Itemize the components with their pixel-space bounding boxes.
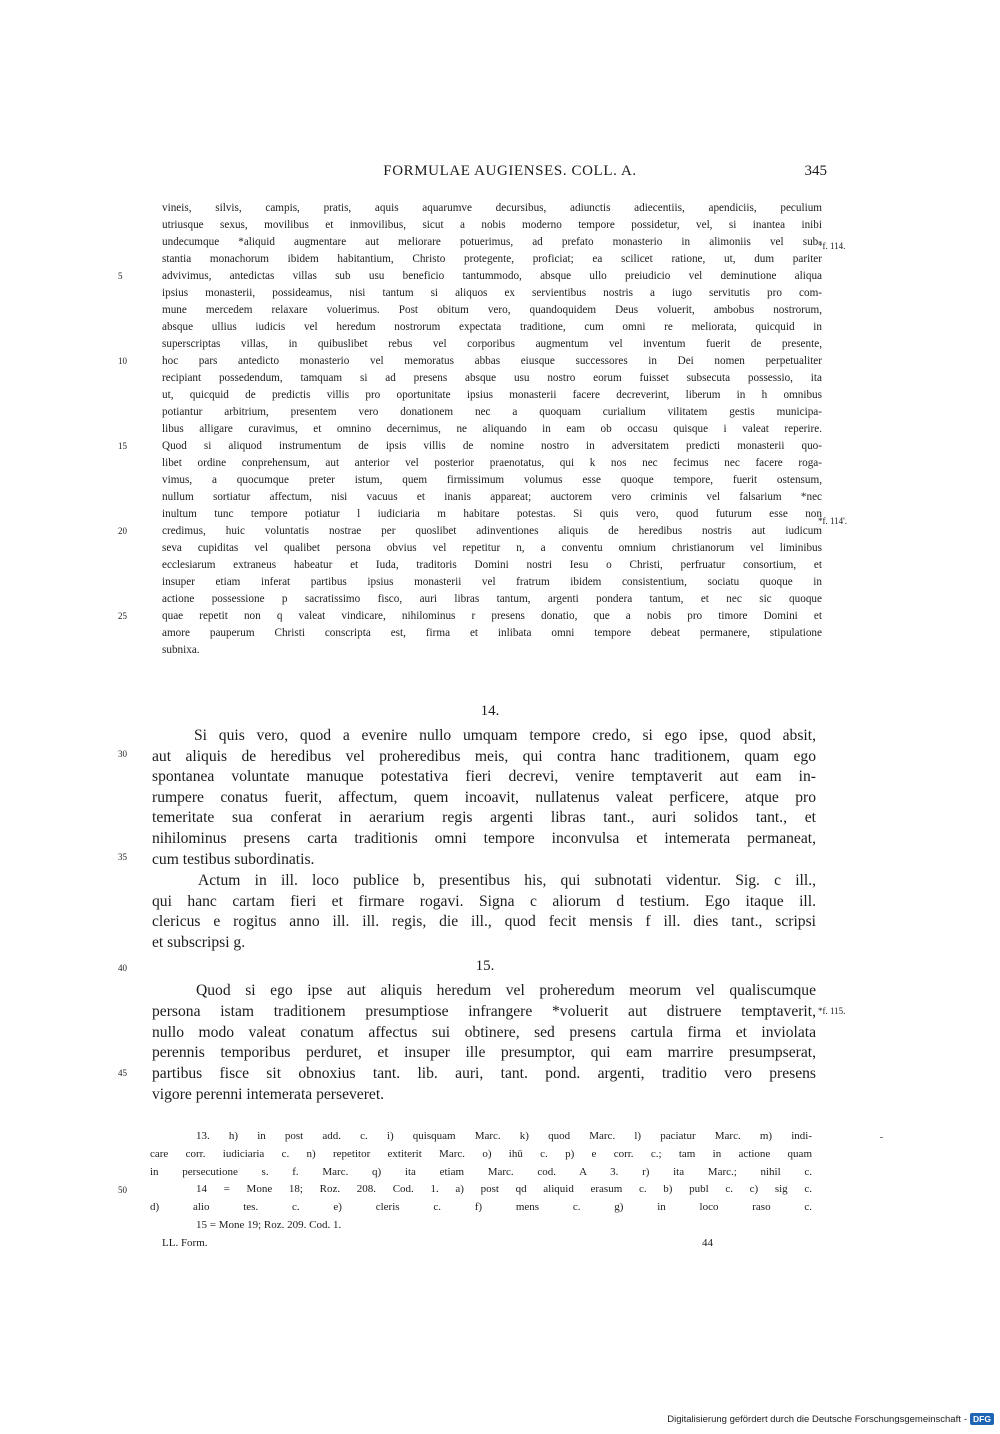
section-number-14: 14.	[480, 703, 500, 719]
line-number: 5	[118, 271, 123, 281]
line-number: 45	[118, 1068, 127, 1078]
text-line: aut aliquis de heredibus vel proheredibus meis, qui contra hanc traditionem, quam ego	[152, 747, 816, 765]
text-line: clericus e rogitus anno ill. ill. regis, die ill., quod fecit mensis f ill. dies tant., scripsi	[152, 913, 816, 931]
text-line: stantia monachorum ibidem habitantium, Christo protegente, proficiat; ea scilicet ratione, ut, dum pariter	[162, 253, 822, 265]
running-header-title: FORMULAE AUGIENSES. COLL. A.	[383, 163, 637, 179]
text-line: superscriptas villas, in quibuslibet rebus vel corporibus augmentum vel inventum fuerit de presente,	[162, 338, 822, 350]
text-line: mune mercedem relaxare voluerimus. Post obitum vero, quandoquidem Deus voluerit, ambobus nostrorum,	[162, 304, 822, 316]
text-line: partibus fisce sit obnoxius tant. lib. auri, tant. pond. argenti, traditio vero presens	[152, 1065, 816, 1083]
text-line: actione possessione p sacratissimo fisco, auri libras tantum, argenti pondera tantum, et nec sic quoque	[162, 593, 822, 605]
text-line: ecclesiarum extraneus habeatur et Iuda, traditoris Domini nostri Iesu o Christi, perfruatur consortium, et	[162, 559, 822, 571]
text-line: utriusque sexus, movilibus et inmovilibus, sicut a nobis moderno tempore possidetur, vel, si inantea inibi	[162, 219, 822, 231]
text-line: nullo modo valeat conatum affectus sui obtinere, sed presens cartula firma et inviolata	[152, 1023, 816, 1041]
text-line: quae repetit non q valeat vindicare, nihilominus r presens donatio, que a nobis pro timore Domini et	[162, 610, 822, 622]
line-number: 30	[118, 749, 127, 759]
credit-text: Digitalisierung gefördert durch die Deutsche Forschungsgemeinschaft	[667, 1413, 961, 1425]
text-line: hoc pars antedicto monasterio vel memoratus abbas eiusque successores in Dei nomen perpetualiter	[162, 355, 822, 367]
text-line: cum testibus subordinatis.	[152, 850, 315, 868]
line-number: 40	[118, 963, 127, 973]
text-line: nullum sortiatur affectum, nisi vacuus et inanis appareat; auctorem vero criminis vel falsarium *nec	[162, 491, 822, 503]
text-line: ipsius monasterii, possideamus, nisi tantum si aliquos ex servientibus nostris a iugo servitutis pro com-	[162, 287, 822, 299]
text-line: Si quis vero, quod a evenire nullo umquam tempore credo, si ego ipse, quod absit,	[194, 727, 816, 744]
text-line: vimus, a quocumque preter istum, quem firmissimum volumus esse quoque tempore, fuerit ostensum,	[162, 474, 822, 486]
digitization-credit: Digitalisierung gefördert durch die Deutsche Forschungsgemeinschaft - DFG	[667, 1413, 994, 1425]
text-line: d) alio tes. c. e) cleris c. f) mens c. g) in loco raso c.	[150, 1201, 812, 1214]
folio-reference: *f. 115.	[818, 1006, 846, 1016]
text-line: inultum tunc tempore potiatur l iudiciaria m habitare potestas. Si quis vero, quod futurum esse non	[162, 508, 822, 520]
text-line: Quod si ego ipse aut aliquis heredum vel proheredum meorum vel qualiscumque	[196, 982, 816, 999]
margin-mark	[880, 1137, 883, 1138]
text-line: Quod si aliquod instrumentum de ipsis villis de nomine nostro in adversitatem predicti monasterii quo-	[162, 440, 822, 452]
footer-signature: LL. Form.	[162, 1237, 208, 1249]
folio-reference: *f. 114.	[818, 241, 846, 251]
line-number: 10	[118, 356, 127, 366]
text-line: 15 = Mone 19; Roz. 209. Cod. 1.	[196, 1219, 342, 1231]
text-line: potiantur arbitrium, presentem vero donationem nec a quoquam curialium vilitatem gestis municipa-	[162, 406, 822, 418]
footnote-line-number: 50	[118, 1185, 127, 1195]
footer-sheet-number: 44	[702, 1237, 713, 1249]
text-line: vigore perenni intemerata perseveret.	[152, 1086, 385, 1103]
text-line: advivimus, antedictas villas sub usu beneficio tantummodo, absque ullo preiudicio vel deminutione aliqua	[162, 270, 822, 282]
page-number: 345	[804, 163, 827, 179]
text-line: rumpere conatus fuerit, affectum, quem incoavit, nullatenus valeat perficere, atque pro	[152, 788, 816, 806]
text-line: libus alligare curavimus, et omnino decernimus, ne aliquando in eam ob occasu quisque i valeat reperire.	[162, 423, 822, 435]
text-line: libet ordine conprehensum, aut anterior vel posterior praenotatus, qui k nos nec fecimus nec facere roga-	[162, 457, 822, 469]
text-line: et subscripsi g.	[152, 933, 246, 951]
text-line: temeritate sua conferat in aerarium regis argenti libras tant., auri solidos tant., et	[152, 809, 816, 827]
text-line: nihilominus presens carta traditionis omni tempore inconvulsa et intemerata permaneat,	[152, 830, 816, 847]
line-number: 25	[118, 611, 127, 621]
text-line: persona istam traditionem presumptiose infrangere *voluerit aut distruere temptaverit,	[152, 1002, 816, 1020]
text-line: spontanea voluntate manuque potestativa fieri decrevi, venire temptaverit aut eam in-	[152, 768, 816, 786]
text-line: in persecutione s. f. Marc. q) ita etiam Marc. cod. A 3. r) ita Marc.; nihil c.	[150, 1165, 812, 1178]
text-line: care corr. iudiciaria c. n) repetitor extiterit Marc. o) ihū c. p) e corr. c.; tam in actione quam	[150, 1147, 812, 1160]
dfg-logo: DFG	[970, 1413, 994, 1425]
text-line: subnixa.	[162, 644, 200, 656]
text-line: perennis temporibus perduret, et insuper ille presumptor, qui eam marrire presumpserat,	[152, 1044, 816, 1062]
line-number: 20	[118, 526, 127, 536]
line-number: 35	[118, 852, 127, 862]
text-line: amore pauperum Christi conscripta est, firma et inlibata omni tempore debeat permanere, stipulatione	[162, 627, 822, 639]
text-line: vineis, silvis, campis, pratis, aquis aquarumve decursibus, adiunctis adiecentiis, apendiciis, peculium	[162, 202, 822, 214]
text-line: 13. h) in post add. c. i) quisquam Marc. k) quod Marc. l) paciatur Marc. m) indi-	[196, 1130, 812, 1142]
text-line: seva cupiditas vel qualibet persona obvius vel repetitur n, a conventu omnium christianorum vel liminibus	[162, 542, 822, 554]
text-line: credimus, huic voluntatis nostrae per quoslibet adinventiones aliquis de heredibus nostris aut iudicum	[162, 525, 822, 537]
folio-reference: *f. 114'.	[818, 516, 848, 526]
text-line: ut, quicquid de predictis villis pro oportunitate ipsius monasterii facere decreverint, liberum in h omnibus	[162, 389, 822, 401]
text-line: absque ullius iudicis vel heredum nostrorum expectata traditione, cum omni re meliorata, quicquid in	[162, 321, 822, 333]
line-number: 15	[118, 441, 127, 451]
text-line: recipiant possedendum, tamquam si ad presens absque usu nostro eorum fuisset subsecuta possessio, ita	[162, 372, 822, 384]
text-line: qui hanc cartam fieri et firmare rogavi. Signa c aliorum d testium. Ego itaque ill.	[152, 892, 816, 910]
section-number-15: 15.	[475, 958, 495, 974]
text-line: Actum in ill. loco publice b, presentibus his, qui subnotati videntur. Sig. c ill.,	[198, 872, 816, 889]
text-line: insuper etiam inferat partibus ipsius monasterii vel fratrum ibidem consistentium, sociatu quoque in	[162, 576, 822, 588]
text-line: undecumque *aliquid augmentare aut meliorare potuerimus, ad prefato monasterio in alimoniis vel sub-	[162, 236, 822, 248]
text-line: 14 = Mone 18; Roz. 208. Cod. 1. a) post qd aliquid erasum c. b) publ c. c) sig c.	[196, 1183, 812, 1196]
